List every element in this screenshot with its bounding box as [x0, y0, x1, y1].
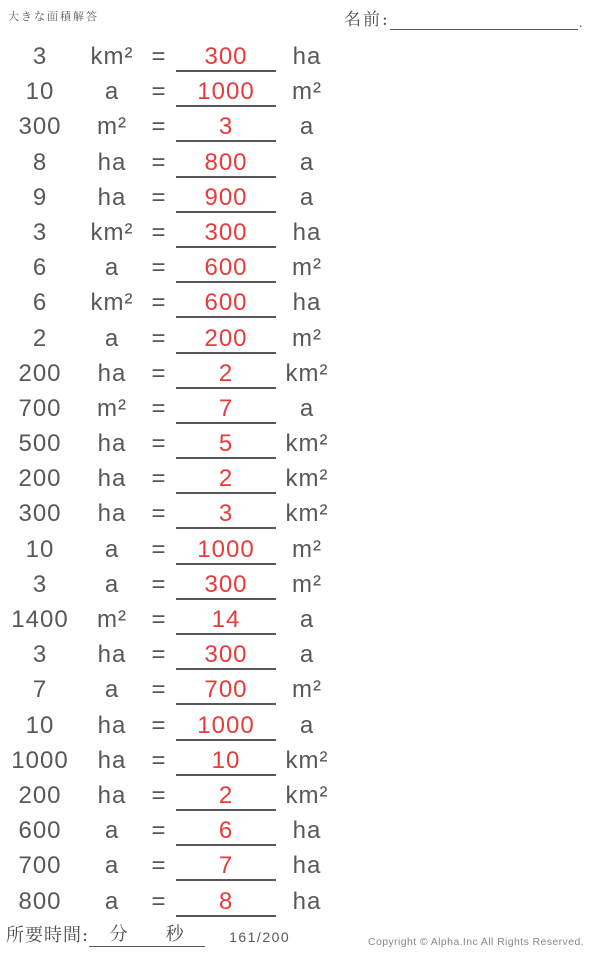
- target-unit: m²: [292, 676, 322, 704]
- conversion-row: [0, 356, 600, 391]
- conversion-row: [0, 743, 600, 778]
- conversion-row: [0, 461, 600, 496]
- target-unit: m²: [292, 570, 322, 598]
- source-unit: a: [104, 570, 120, 598]
- source-unit: km²: [90, 289, 134, 317]
- time-required-line: [6, 921, 290, 947]
- equals-sign: =: [151, 887, 167, 915]
- answer-blank: [176, 813, 276, 846]
- source-unit: km²: [90, 218, 134, 246]
- page-number: 161/200: [229, 929, 291, 945]
- source-unit: a: [104, 852, 120, 880]
- equals-sign: =: [151, 676, 167, 704]
- answer-blank: [176, 74, 276, 107]
- answer-blank: [176, 743, 276, 776]
- equals-sign: =: [151, 746, 167, 774]
- target-unit: a: [299, 148, 315, 176]
- answer-blank: [176, 567, 276, 600]
- equals-sign: =: [151, 852, 167, 880]
- answer-value: 300: [204, 641, 248, 669]
- answer-value: 300: [204, 43, 248, 70]
- quantity-value: 6: [32, 289, 48, 317]
- answer-blank: [176, 532, 276, 565]
- copyright-text: Copyright © Alpha.Inc All Rights Reserved.: [368, 936, 584, 948]
- answer-value: 2: [218, 359, 234, 387]
- source-unit: ha: [97, 430, 127, 458]
- answer-blank: [176, 39, 276, 72]
- time-blank-line: [89, 922, 205, 947]
- answer-blank: [176, 250, 276, 283]
- target-unit: m²: [292, 254, 322, 282]
- equals-sign: =: [151, 500, 167, 528]
- equals-sign: =: [151, 148, 167, 176]
- source-unit: a: [104, 254, 120, 282]
- conversion-row: [0, 215, 600, 250]
- answer-value: 300: [204, 218, 248, 246]
- conversion-row: [0, 145, 600, 180]
- source-unit: a: [104, 676, 120, 704]
- source-unit: a: [104, 887, 120, 915]
- source-unit: ha: [97, 465, 127, 493]
- target-unit: km²: [285, 500, 329, 528]
- answer-blank: [176, 461, 276, 494]
- quantity-value: 10: [25, 535, 55, 563]
- equals-sign: =: [151, 570, 167, 598]
- equals-sign: =: [151, 113, 167, 141]
- answer-value: 10: [211, 746, 241, 774]
- answer-value: 300: [204, 570, 248, 598]
- target-unit: a: [299, 641, 315, 669]
- answer-blank: [176, 321, 276, 354]
- time-required-label: 所要時間:: [6, 925, 90, 946]
- answer-blank: [176, 180, 276, 213]
- answer-blank: [176, 708, 276, 741]
- source-unit: ha: [97, 500, 127, 528]
- answer-value: 8: [218, 887, 234, 915]
- conversion-row: [0, 532, 600, 567]
- answer-blank: [176, 426, 276, 459]
- quantity-value: 700: [18, 394, 62, 422]
- target-unit: ha: [292, 887, 322, 915]
- answer-value: 2: [218, 781, 234, 809]
- equals-sign: =: [151, 43, 167, 70]
- answer-value: 7: [218, 852, 234, 880]
- conversion-row: [0, 109, 600, 144]
- answer-blank: [176, 637, 276, 670]
- conversion-row: [0, 391, 600, 426]
- quantity-value: 600: [18, 817, 62, 845]
- answer-value: 200: [204, 324, 248, 352]
- quantity-value: 700: [18, 852, 62, 880]
- quantity-value: 300: [18, 500, 62, 528]
- answer-value: 3: [218, 113, 234, 141]
- quantity-value: 8: [32, 148, 48, 176]
- answer-value: 2: [218, 465, 234, 493]
- source-unit: ha: [97, 711, 127, 739]
- quantity-value: 1000: [11, 746, 69, 774]
- quantity-value: 6: [32, 254, 48, 282]
- equals-sign: =: [151, 254, 167, 282]
- answer-value: 1000: [197, 78, 255, 106]
- equals-sign: =: [151, 711, 167, 739]
- equals-sign: =: [151, 78, 167, 106]
- conversion-row: [0, 602, 600, 637]
- conversion-row: [0, 884, 600, 919]
- quantity-value: 200: [18, 465, 62, 493]
- equals-sign: =: [151, 359, 167, 387]
- target-unit: km²: [285, 465, 329, 493]
- answer-blank: [176, 496, 276, 529]
- target-unit: a: [299, 711, 315, 739]
- quantity-value: 9: [32, 183, 48, 211]
- target-unit: ha: [292, 43, 322, 70]
- conversion-row: [0, 848, 600, 883]
- quantity-value: 500: [18, 430, 62, 458]
- answer-blank: [176, 356, 276, 389]
- source-unit: km²: [90, 43, 134, 70]
- source-unit: ha: [97, 781, 127, 809]
- equals-sign: =: [151, 289, 167, 317]
- conversion-row: [0, 778, 600, 813]
- target-unit: km²: [285, 359, 329, 387]
- minutes-label: 分: [109, 924, 129, 945]
- source-unit: ha: [97, 148, 127, 176]
- conversion-row: [0, 426, 600, 461]
- conversion-row: [0, 285, 600, 320]
- answer-value: 6: [218, 817, 234, 845]
- answer-value: 600: [204, 254, 248, 282]
- target-unit: m²: [292, 324, 322, 352]
- conversion-row: [0, 180, 600, 215]
- quantity-value: 200: [18, 781, 62, 809]
- answer-blank: [176, 778, 276, 811]
- equals-sign: =: [151, 535, 167, 563]
- quantity-value: 2: [32, 324, 48, 352]
- conversion-row: [0, 567, 600, 602]
- quantity-value: 1400: [11, 606, 69, 633]
- source-unit: m²: [97, 113, 127, 141]
- quantity-value: 3: [32, 641, 48, 669]
- answer-value: 14: [211, 606, 241, 633]
- answer-blank: [176, 391, 276, 424]
- answer-value: 1000: [197, 711, 255, 739]
- conversion-row: [0, 708, 600, 743]
- quantity-value: 800: [18, 887, 62, 915]
- answer-value: 600: [204, 289, 248, 317]
- conversion-row: [0, 250, 600, 285]
- target-unit: ha: [292, 289, 322, 317]
- equals-sign: =: [151, 641, 167, 669]
- answer-value: 1000: [197, 535, 255, 563]
- source-unit: ha: [97, 641, 127, 669]
- name-line-period: .: [578, 16, 583, 30]
- answer-blank: [176, 109, 276, 142]
- target-unit: a: [299, 113, 315, 141]
- target-unit: ha: [292, 852, 322, 880]
- quantity-value: 3: [32, 570, 48, 598]
- source-unit: ha: [97, 746, 127, 774]
- equals-sign: =: [151, 324, 167, 352]
- equals-sign: =: [151, 394, 167, 422]
- conversion-row: [0, 496, 600, 531]
- equals-sign: =: [151, 606, 167, 633]
- conversion-row: [0, 74, 600, 109]
- source-unit: a: [104, 535, 120, 563]
- source-unit: a: [104, 817, 120, 845]
- target-unit: ha: [292, 218, 322, 246]
- source-unit: ha: [97, 183, 127, 211]
- answer-blank: [176, 285, 276, 318]
- conversion-list: [0, 39, 600, 919]
- target-unit: km²: [285, 781, 329, 809]
- answer-value: 5: [218, 430, 234, 458]
- quantity-value: 7: [32, 676, 48, 704]
- answer-value: 900: [204, 183, 248, 211]
- answer-blank: [176, 672, 276, 705]
- target-unit: a: [299, 394, 315, 422]
- equals-sign: =: [151, 218, 167, 246]
- conversion-row: [0, 39, 600, 74]
- target-unit: a: [299, 183, 315, 211]
- quantity-value: 10: [25, 711, 55, 739]
- answer-blank: [176, 145, 276, 178]
- conversion-row: [0, 637, 600, 672]
- quantity-value: 10: [25, 78, 55, 106]
- answer-blank: [176, 215, 276, 248]
- answer-blank: [176, 848, 276, 881]
- answer-value: 3: [218, 500, 234, 528]
- equals-sign: =: [151, 430, 167, 458]
- source-unit: m²: [97, 606, 127, 633]
- target-unit: m²: [292, 78, 322, 106]
- answer-value: 700: [204, 676, 248, 704]
- conversion-row: [0, 321, 600, 356]
- name-field: [344, 5, 583, 30]
- quantity-value: 200: [18, 359, 62, 387]
- target-unit: a: [299, 606, 315, 633]
- target-unit: km²: [285, 746, 329, 774]
- answer-value: 7: [218, 394, 234, 422]
- source-unit: m²: [97, 394, 127, 422]
- target-unit: ha: [292, 817, 322, 845]
- answer-blank: [176, 602, 276, 635]
- source-unit: a: [104, 78, 120, 106]
- target-unit: km²: [285, 430, 329, 458]
- conversion-row: [0, 672, 600, 707]
- equals-sign: =: [151, 781, 167, 809]
- quantity-value: 3: [32, 218, 48, 246]
- seconds-label: 秒: [165, 924, 185, 945]
- page-title: 大きな面積解答: [8, 10, 99, 23]
- name-label: 名前:: [344, 10, 390, 30]
- target-unit: m²: [292, 535, 322, 563]
- conversion-row: [0, 813, 600, 848]
- equals-sign: =: [151, 183, 167, 211]
- quantity-value: 300: [18, 113, 62, 141]
- answer-blank: [176, 884, 276, 917]
- name-blank-line: [390, 11, 578, 30]
- quantity-value: 3: [32, 43, 48, 70]
- answer-value: 800: [204, 148, 248, 176]
- source-unit: ha: [97, 359, 127, 387]
- source-unit: a: [104, 324, 120, 352]
- equals-sign: =: [151, 465, 167, 493]
- equals-sign: =: [151, 817, 167, 845]
